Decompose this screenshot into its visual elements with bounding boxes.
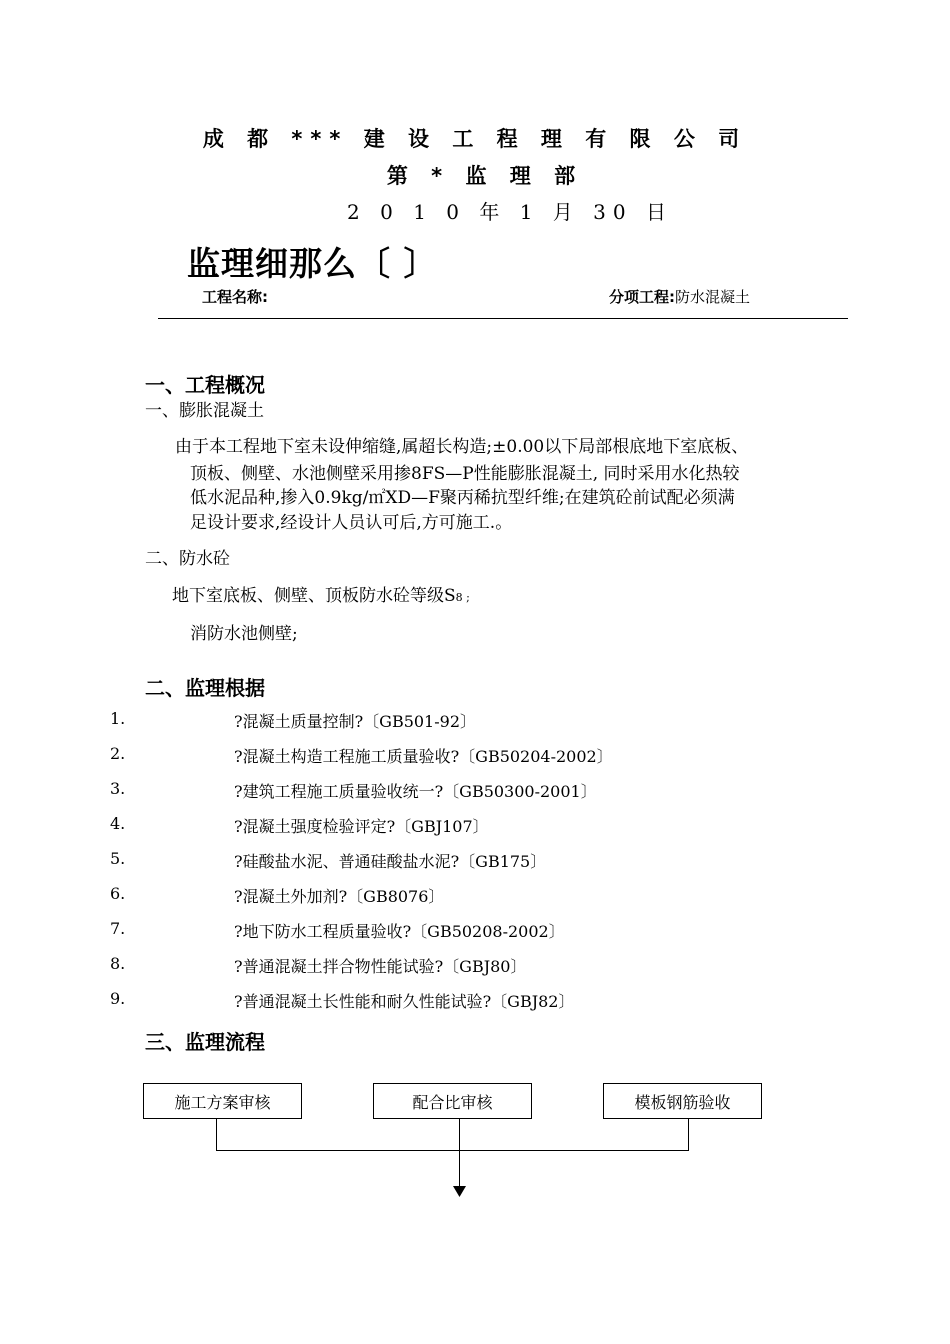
ref-number: 5. (110, 849, 126, 868)
waterproof-grade-line (172, 581, 470, 606)
section1-sub2-heading: 二、防水砼 (145, 549, 230, 569)
ref-number: 9. (110, 989, 126, 1008)
section1-heading: 一、工程概况 (145, 373, 265, 397)
flow-connector-left (216, 1119, 217, 1150)
flow-box-construction-plan: 施工方案审核 (143, 1083, 302, 1119)
subproject-label: 分项工程: (609, 288, 675, 306)
flow-connector-middle (459, 1119, 460, 1150)
ref-number: 1. (110, 709, 126, 728)
subproject-field (609, 286, 750, 307)
section2-heading: 二、监理根据 (145, 676, 265, 700)
ref-text: ?地下防水工程质量验收?〔GB50208-2002〕 (234, 922, 565, 941)
ref-text: ?混凝土构造工程施工质量验收?〔GB50204-2002〕 (234, 747, 613, 766)
ref-number: 7. (110, 919, 126, 938)
ref-text: ?混凝土强度检验评定?〔GBJ107〕 (234, 817, 489, 836)
arrow-down-icon (453, 1186, 466, 1197)
document-title: 监理细那么〔 〕 (187, 244, 438, 283)
ref-number: 4. (110, 814, 126, 833)
flow-box-formwork-rebar: 模板钢筋验收 (603, 1083, 762, 1119)
waterproof-grade-text: 地下室底板、侧壁、顶板防水砼等级S (172, 586, 456, 606)
fire-pool-wall-line: 消防水池侧壁; (190, 624, 298, 644)
section3-heading: 三、监理流程 (145, 1030, 265, 1054)
paragraph-line-3: 低水泥品种,掺入0.9kg/㎡XD—F聚丙稀抗型纤维;在建筑砼前试配必须满 (190, 488, 735, 508)
ref-number: 6. (110, 884, 126, 903)
flow-merge-line (216, 1150, 689, 1151)
flow-connector-right (688, 1119, 689, 1150)
department-name: 第 * 监 理 部 (386, 164, 584, 188)
waterproof-grade-subscript: 8 ; (455, 591, 470, 604)
ref-number: 8. (110, 954, 126, 973)
subproject-value: 防水混凝土 (675, 288, 751, 306)
ref-text: ?硅酸盐水泥、普通硅酸盐水泥?〔GB175〕 (234, 852, 547, 871)
ref-text: ?普通混凝土拌合物性能试验?〔GBJ80〕 (234, 957, 527, 976)
ref-text: ?建筑工程施工质量验收统一?〔GB50300-2001〕 (234, 782, 597, 801)
paragraph-line-2: 顶板、侧壁、水池侧壁采用掺8FS—P性能膨胀混凝土, 同时采用水化热较 (190, 464, 740, 484)
ref-number: 2. (110, 744, 126, 763)
company-name: 成 都 *** 建 设 工 程 理 有 限 公 司 (202, 127, 748, 151)
ref-text: ?混凝土外加剂?〔GB8076〕 (234, 887, 445, 906)
project-name-label: 工程名称: (202, 288, 268, 306)
paragraph-line-4: 足设计要求,经设计人员认可后,方可施工.。 (190, 513, 513, 533)
flow-down-line (459, 1150, 460, 1188)
header-divider (158, 318, 848, 319)
section1-sub1-heading: 一、膨胀混凝土 (145, 401, 264, 421)
flow-box-mix-ratio: 配合比审核 (373, 1083, 532, 1119)
document-date: 2 0 1 0 年 1 月 30 日 (347, 200, 673, 224)
ref-text: ?普通混凝土长性能和耐久性能试验?〔GBJ82〕 (234, 992, 575, 1011)
paragraph-line-1: 由于本工程地下室未设伸缩缝,属超长构造;±0.00以下局部根底地下室底板、 (175, 437, 749, 457)
ref-number: 3. (110, 779, 126, 798)
ref-text: ?混凝土质量控制?〔GB501-92〕 (234, 712, 477, 731)
